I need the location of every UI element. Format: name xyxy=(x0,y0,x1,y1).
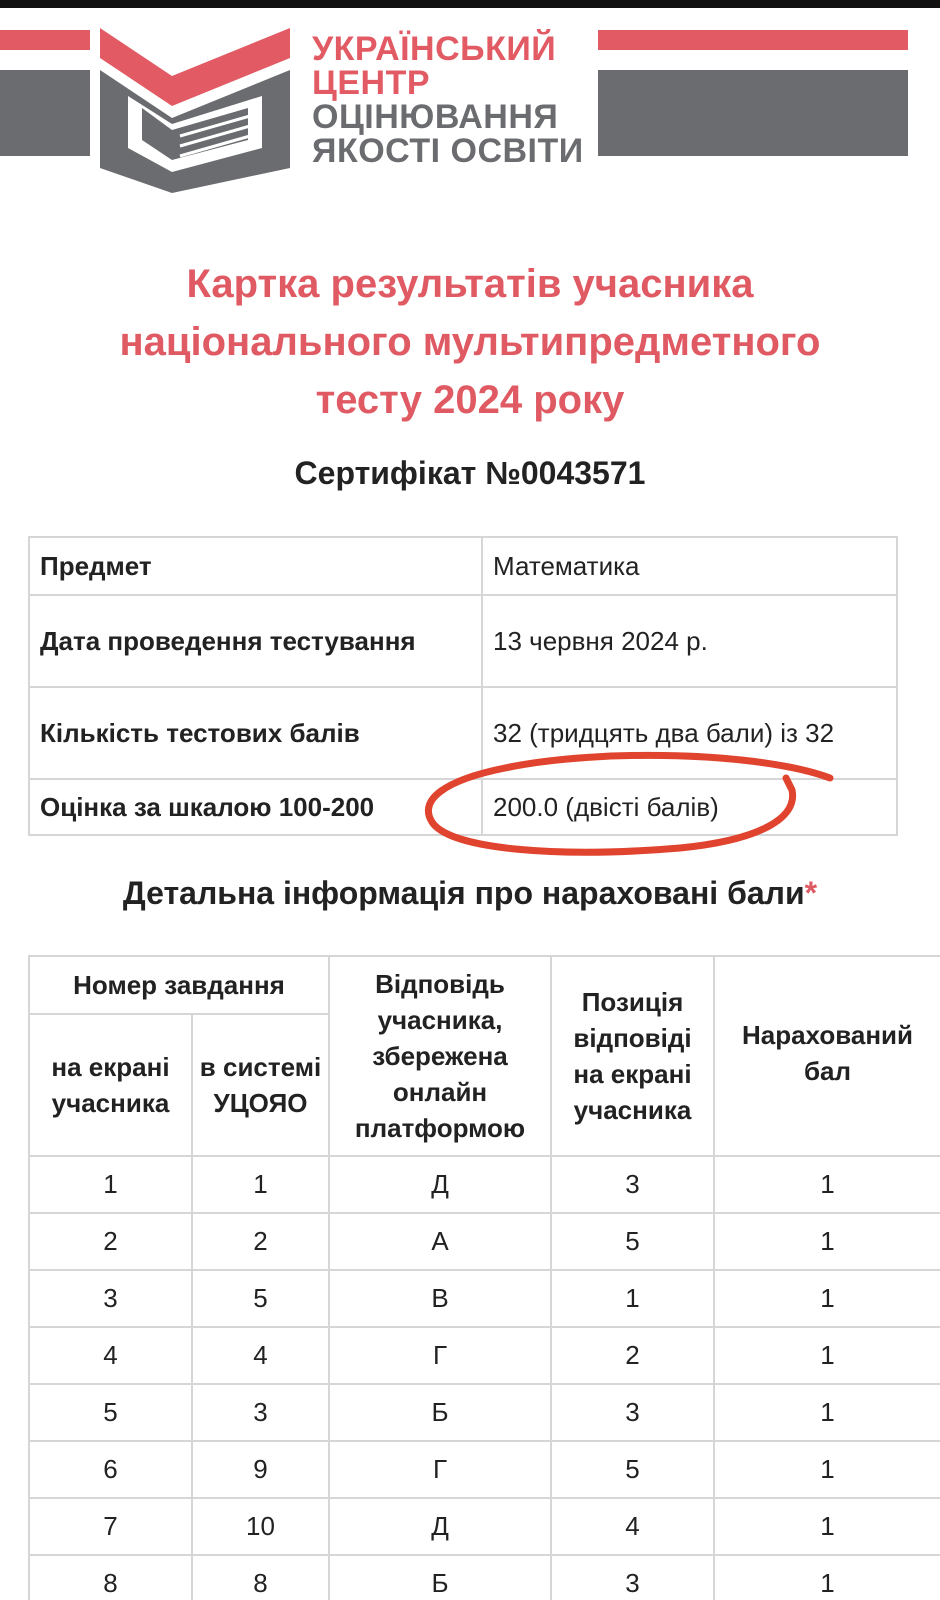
cell-answer: В xyxy=(329,1270,551,1327)
cell-score: 1 xyxy=(714,1213,940,1270)
cell-position: 3 xyxy=(551,1555,714,1600)
cell-task-in-system: 10 xyxy=(192,1498,329,1555)
cell-position: 5 xyxy=(551,1213,714,1270)
summary-row xyxy=(29,537,897,595)
table-row xyxy=(29,1156,940,1213)
summary-key: Кількість тестових балів xyxy=(29,687,482,779)
logo-line-4: ЯКОСТІ ОСВІТИ xyxy=(312,132,584,170)
cell-position: 2 xyxy=(551,1327,714,1384)
cell-score: 1 xyxy=(714,1327,940,1384)
cell-answer: Б xyxy=(329,1384,551,1441)
cell-task-in-system: 8 xyxy=(192,1555,329,1600)
cell-position: 3 xyxy=(551,1156,714,1213)
cell-position: 5 xyxy=(551,1441,714,1498)
summary-value: 32 (тридцять два бали) із 32 xyxy=(482,687,897,779)
cell-answer: Г xyxy=(329,1327,551,1384)
table-row xyxy=(29,1270,940,1327)
logo-line-2: ЦЕНТР xyxy=(312,64,431,102)
cell-task-in-system: 5 xyxy=(192,1270,329,1327)
table-row xyxy=(29,1213,940,1270)
cell-score: 1 xyxy=(714,1384,940,1441)
logo-line-1: УКРАЇНСЬКИЙ xyxy=(312,30,557,68)
title-line-2: національного мультипредметного xyxy=(119,320,821,364)
cell-task-in-system: 1 xyxy=(192,1156,329,1213)
table-row xyxy=(29,1555,940,1600)
table-row xyxy=(29,1384,940,1441)
header-score: Нарахований бал xyxy=(714,956,940,1156)
title-line-3: тесту 2024 року xyxy=(315,378,625,422)
summary-key: Оцінка за шкалою 100-200 xyxy=(29,779,482,835)
title-line-1: Картка результатів учасника xyxy=(186,262,754,306)
header-in-system: в системі УЦОЯО xyxy=(192,1014,329,1156)
summary-row xyxy=(29,687,897,779)
cell-position: 1 xyxy=(551,1270,714,1327)
cell-score: 1 xyxy=(714,1156,940,1213)
header-on-screen: на екрані учасника xyxy=(29,1014,192,1156)
cell-task-on-screen: 4 xyxy=(29,1327,192,1384)
top-edge-bar xyxy=(0,0,940,8)
summary-value: Математика xyxy=(482,537,897,595)
cell-answer: Г xyxy=(329,1441,551,1498)
summary-key: Предмет xyxy=(29,537,482,595)
cell-task-on-screen: 7 xyxy=(29,1498,192,1555)
table-row xyxy=(29,1441,940,1498)
detail-heading xyxy=(0,875,940,912)
page-title xyxy=(0,255,940,429)
header-answer: Відповідь учасника, збережена онлайн платформою xyxy=(329,956,551,1156)
cell-task-on-screen: 2 xyxy=(29,1213,192,1270)
cell-answer: Д xyxy=(329,1498,551,1555)
summary-value: 200.0 (двісті балів) xyxy=(482,779,897,835)
cell-task-in-system: 3 xyxy=(192,1384,329,1441)
summary-row xyxy=(29,595,897,687)
cell-task-on-screen: 1 xyxy=(29,1156,192,1213)
certificate-number: Сертифікат №0043571 xyxy=(294,455,646,491)
summary-value: 13 червня 2024 р. xyxy=(482,595,897,687)
cell-answer: Д xyxy=(329,1156,551,1213)
header-task-number: Номер завдання xyxy=(29,956,329,1014)
cell-score: 1 xyxy=(714,1441,940,1498)
detail-table xyxy=(28,955,940,1600)
table-row xyxy=(29,1498,940,1555)
summary-key: Дата проведення тестування xyxy=(29,595,482,687)
detail-header-row xyxy=(29,956,940,1014)
footnote-asterisk: * xyxy=(804,875,818,911)
header-position: Позиція відповіді на екрані учасника xyxy=(551,956,714,1156)
summary-table xyxy=(28,536,898,836)
ucoyao-logo xyxy=(0,8,940,208)
cell-task-in-system: 4 xyxy=(192,1327,329,1384)
cell-score: 1 xyxy=(714,1270,940,1327)
cell-score: 1 xyxy=(714,1555,940,1600)
cell-task-in-system: 2 xyxy=(192,1213,329,1270)
detail-table-body xyxy=(29,1156,940,1600)
cell-position: 3 xyxy=(551,1384,714,1441)
cell-answer: А xyxy=(329,1213,551,1270)
cell-task-on-screen: 5 xyxy=(29,1384,192,1441)
cell-task-on-screen: 8 xyxy=(29,1555,192,1600)
cell-task-in-system: 9 xyxy=(192,1441,329,1498)
summary-row xyxy=(29,779,897,835)
cell-position: 4 xyxy=(551,1498,714,1555)
cell-answer: Б xyxy=(329,1555,551,1600)
cell-score: 1 xyxy=(714,1498,940,1555)
cell-task-on-screen: 6 xyxy=(29,1441,192,1498)
detail-heading-text: Детальна інформація про нараховані бали xyxy=(122,875,805,911)
logo-wordmark xyxy=(312,32,584,168)
cell-task-on-screen: 3 xyxy=(29,1270,192,1327)
table-row xyxy=(29,1327,940,1384)
logo-line-3: ОЦІНЮВАННЯ xyxy=(312,98,559,136)
